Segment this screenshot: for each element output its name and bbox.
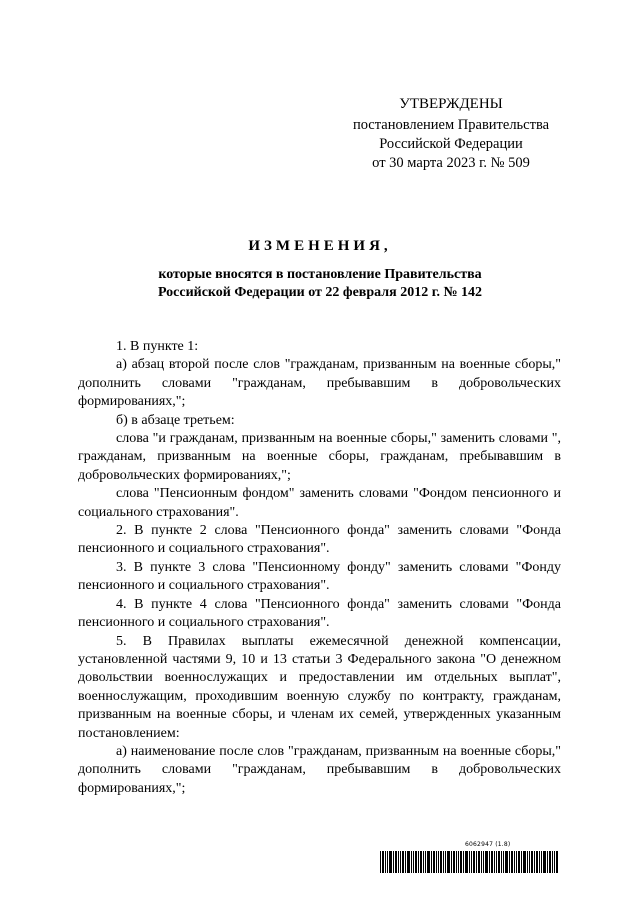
approval-block: [330, 95, 572, 173]
subtitle-line-1: которые вносятся в постановление Правительства: [158, 267, 482, 282]
paragraph: слова "и гражданам, призванным на военные сборы," заменить словами ", гражданам, призванным на военные сборы, гражданам, пребывавшим в добровольческих формированиях,";: [78, 431, 561, 483]
document-subtitle: [90, 266, 550, 302]
approved-heading: УТВЕРЖДЕНЫ: [399, 96, 503, 112]
paragraph: а) наименование после слов "гражданам, призванным на военные сборы," дополнить словами "гражданам, пребывавшим в добровольческих формированиях,";: [78, 743, 561, 796]
barcode-image: [380, 851, 558, 873]
document-body: [78, 338, 561, 798]
paragraph: 2. В пункте 2 слова "Пенсионного фонда" заменить словами "Фонда пенсионного и социального страхования".: [78, 523, 561, 557]
approval-line-3: от 30 марта 2023 г. № 509: [372, 155, 530, 171]
approval-line-1: постановлением Правительства: [352, 117, 550, 133]
paragraph: 5. В Правилах выплаты ежемесячной денежной компенсации, установленной частями 9, 10 и 13 статьи 3 Федерального закона "О денежном довольствии военнослужащих и предоставлении им отдельных выплат", военнослужащим, проходившим военную службу по контракту, гражданам, призванным на военные сборы, и членам их семей, утвержденных указанным постановлением:: [78, 633, 561, 741]
approval-line-2: Российской Федерации: [379, 136, 523, 152]
paragraph: 1. В пункте 1:: [116, 339, 199, 354]
paragraph: слова "Пенсионным фондом" заменить словами "Фондом пенсионного и социального страхования".: [78, 486, 561, 520]
document-code: 6062947 (1.8): [465, 841, 511, 848]
subtitle-line-2: Российской Федерации от 22 февраля 2012 г. № 142: [157, 285, 483, 300]
paragraph: б) в абзаце третьем:: [116, 412, 235, 428]
paragraph: а) абзац второй после слов "гражданам, призванным на военные сборы," дополнить словами "гражданам, пребывавшим в добровольческих формированиях,";: [78, 357, 561, 410]
paragraph: 4. В пункте 4 слова "Пенсионного фонда" заменить словами "Фонда пенсионного и социального страхования".: [78, 596, 561, 631]
paragraph: 3. В пункте 3 слова "Пенсионному фонду" заменить словами "Фонду пенсионного и социального страхования".: [78, 559, 561, 594]
document-title: ИЗМЕНЕНИЯ,: [248, 238, 392, 254]
